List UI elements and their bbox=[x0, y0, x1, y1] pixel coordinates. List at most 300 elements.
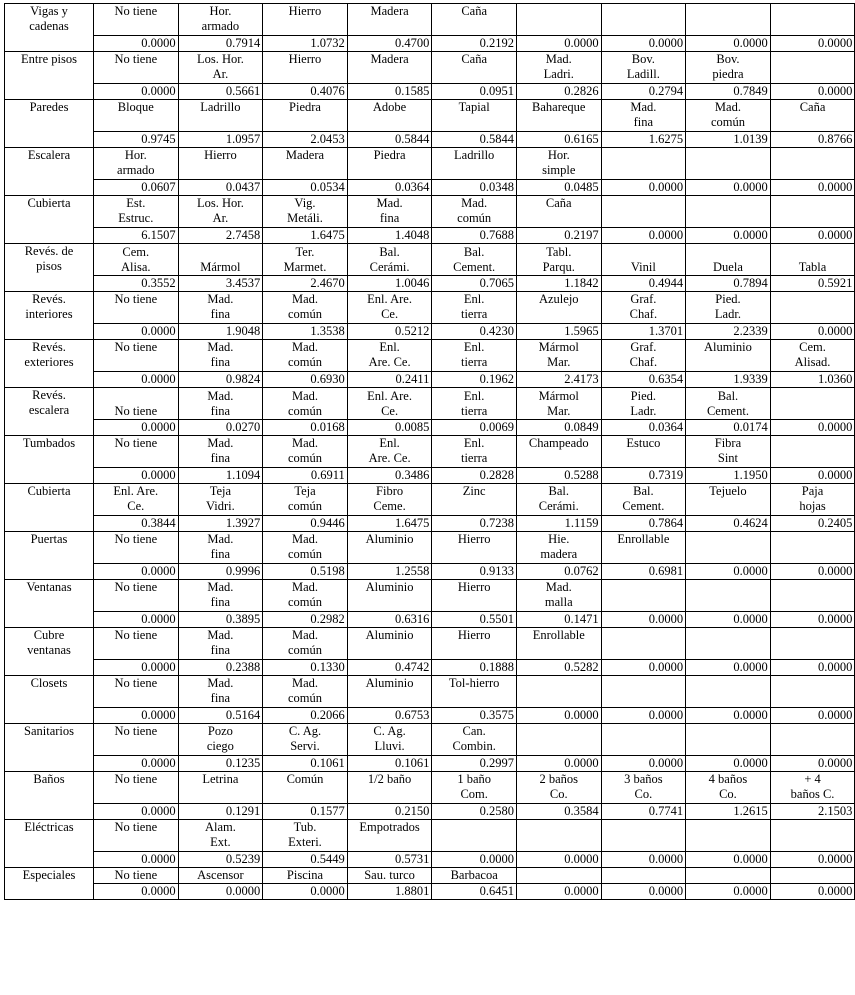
option-label: piedra bbox=[712, 67, 744, 81]
option-label: común bbox=[287, 595, 322, 609]
option-cell bbox=[347, 868, 432, 884]
option-label: Ter. bbox=[295, 245, 315, 259]
coefficient-value: 0.2580 bbox=[432, 804, 517, 820]
option-cell bbox=[686, 484, 771, 516]
option-label: Mad. bbox=[291, 628, 318, 642]
category-label: Cubierta bbox=[27, 484, 71, 498]
coefficient-value: 0.0607 bbox=[94, 180, 179, 196]
option-cell bbox=[601, 52, 686, 84]
option-label: Letrina bbox=[202, 772, 239, 786]
option-cell bbox=[516, 244, 601, 276]
category-cell bbox=[5, 292, 94, 340]
coefficient-value: 1.4048 bbox=[347, 228, 432, 244]
option-cell bbox=[516, 676, 601, 708]
option-label: Ladr. bbox=[714, 307, 741, 321]
option-cell bbox=[263, 52, 348, 84]
option-label: Mad. bbox=[207, 628, 234, 642]
coefficient-value: 0.6981 bbox=[601, 564, 686, 580]
option-label: Cement. bbox=[622, 499, 665, 513]
option-cell bbox=[686, 820, 771, 852]
option-row bbox=[5, 436, 855, 468]
coefficient-value: 0.0534 bbox=[263, 180, 348, 196]
option-label: Ar. bbox=[212, 67, 229, 81]
option-label: Sint bbox=[717, 451, 739, 465]
option-label: Enl. bbox=[379, 340, 400, 354]
value-row bbox=[5, 804, 855, 820]
coefficient-value: 0.0000 bbox=[94, 708, 179, 724]
option-label: Mad. bbox=[291, 532, 318, 546]
coefficient-value: 0.0000 bbox=[686, 660, 771, 676]
option-label: Hor. bbox=[124, 148, 147, 162]
coefficient-value: 0.5844 bbox=[347, 132, 432, 148]
category-cell bbox=[5, 724, 94, 772]
option-label: Mad. bbox=[714, 100, 741, 114]
option-cell bbox=[432, 484, 517, 516]
coefficient-value: 0.0000 bbox=[601, 756, 686, 772]
option-label: Caña bbox=[461, 52, 488, 66]
option-label: común bbox=[457, 211, 492, 225]
category-label: escalera bbox=[28, 403, 70, 417]
option-cell bbox=[686, 628, 771, 660]
option-row bbox=[5, 196, 855, 228]
option-label: Aluminio bbox=[365, 628, 414, 642]
coefficient-value: 0.0000 bbox=[770, 660, 855, 676]
option-label: Ce. bbox=[381, 307, 399, 321]
construction-coefficients-table bbox=[4, 3, 855, 900]
option-cell bbox=[263, 388, 348, 420]
option-label: Hor. bbox=[547, 148, 570, 162]
coefficient-value: 0.0000 bbox=[601, 36, 686, 52]
coefficient-value: 2.0453 bbox=[263, 132, 348, 148]
coefficient-value: 1.3701 bbox=[601, 324, 686, 340]
option-cell bbox=[263, 772, 348, 804]
option-cell bbox=[432, 580, 517, 612]
coefficient-value: 0.4700 bbox=[347, 36, 432, 52]
category-label: Revés. bbox=[32, 388, 66, 402]
value-row bbox=[5, 516, 855, 532]
coefficient-value: 2.4173 bbox=[516, 372, 601, 388]
coefficient-value: 0.9824 bbox=[178, 372, 263, 388]
coefficient-value: 0.5164 bbox=[178, 708, 263, 724]
option-label: Teja bbox=[209, 484, 232, 498]
coefficient-value: 0.0000 bbox=[601, 612, 686, 628]
option-label: común bbox=[287, 547, 322, 561]
option-cell bbox=[263, 4, 348, 36]
option-cell bbox=[94, 436, 179, 468]
option-label: Ar. bbox=[212, 211, 229, 225]
option-row bbox=[5, 484, 855, 516]
option-cell bbox=[516, 196, 601, 228]
option-label: Los. Hor. bbox=[196, 52, 244, 66]
value-row bbox=[5, 180, 855, 196]
option-cell bbox=[432, 388, 517, 420]
coefficient-value: 0.5501 bbox=[432, 612, 517, 628]
option-label: Ce. bbox=[381, 404, 399, 418]
coefficient-value: 0.0000 bbox=[770, 884, 855, 900]
coefficient-value: 0.1577 bbox=[263, 804, 348, 820]
coefficient-value: 0.2794 bbox=[601, 84, 686, 100]
option-label: Caña bbox=[461, 4, 488, 18]
option-cell bbox=[516, 772, 601, 804]
coefficient-value: 0.7065 bbox=[432, 276, 517, 292]
option-cell bbox=[432, 100, 517, 132]
option-cell bbox=[770, 388, 855, 420]
coefficient-value: 0.0000 bbox=[94, 564, 179, 580]
option-cell bbox=[516, 436, 601, 468]
option-cell bbox=[601, 676, 686, 708]
option-label: Mad. bbox=[291, 389, 318, 403]
option-label: Piedra bbox=[373, 148, 406, 162]
option-cell bbox=[432, 820, 517, 852]
option-cell bbox=[347, 196, 432, 228]
option-row bbox=[5, 244, 855, 276]
coefficient-value: 0.0168 bbox=[263, 420, 348, 436]
value-row bbox=[5, 276, 855, 292]
option-cell bbox=[432, 148, 517, 180]
coefficient-value: 0.0000 bbox=[770, 612, 855, 628]
option-label: fina bbox=[379, 211, 400, 225]
option-cell bbox=[686, 196, 771, 228]
option-cell bbox=[94, 388, 179, 420]
coefficient-value: 0.0000 bbox=[94, 36, 179, 52]
option-label: Aluminio bbox=[365, 676, 414, 690]
option-label: común bbox=[287, 691, 322, 705]
option-label: Sau. turco bbox=[364, 868, 415, 882]
coefficient-value: 0.0000 bbox=[516, 708, 601, 724]
coefficient-value: 0.0000 bbox=[770, 420, 855, 436]
coefficient-value: 0.7319 bbox=[601, 468, 686, 484]
coefficient-value: 0.2388 bbox=[178, 660, 263, 676]
option-cell bbox=[347, 436, 432, 468]
coefficient-value: 0.0000 bbox=[770, 708, 855, 724]
coefficient-value: 0.1585 bbox=[347, 84, 432, 100]
category-label: Cubierta bbox=[27, 196, 71, 210]
option-label: Mad. bbox=[545, 580, 572, 594]
category-label: Closets bbox=[30, 676, 68, 690]
option-cell bbox=[601, 772, 686, 804]
option-label: Vinil bbox=[630, 260, 656, 274]
option-label: Can. bbox=[462, 724, 486, 738]
option-cell bbox=[94, 724, 179, 756]
category-label: Cubre bbox=[33, 628, 65, 642]
category-label: Tumbados bbox=[22, 436, 76, 450]
option-cell bbox=[516, 292, 601, 324]
option-cell bbox=[432, 244, 517, 276]
coefficient-value: 0.0000 bbox=[516, 756, 601, 772]
option-label: Bal. bbox=[548, 484, 569, 498]
coefficient-value: 0.0000 bbox=[770, 852, 855, 868]
option-row bbox=[5, 4, 855, 36]
coefficient-value: 1.0139 bbox=[686, 132, 771, 148]
value-row bbox=[5, 756, 855, 772]
option-label: Paja bbox=[801, 484, 824, 498]
coefficient-value: 0.4076 bbox=[263, 84, 348, 100]
option-label: Azulejo bbox=[538, 292, 579, 306]
option-cell bbox=[94, 484, 179, 516]
coefficient-value: 0.0000 bbox=[686, 36, 771, 52]
option-cell bbox=[770, 340, 855, 372]
coefficient-value: 0.0000 bbox=[770, 324, 855, 340]
option-cell bbox=[178, 484, 263, 516]
coefficient-value: 3.4537 bbox=[178, 276, 263, 292]
option-label: No tiene bbox=[114, 772, 158, 786]
coefficient-value: 0.0364 bbox=[601, 420, 686, 436]
coefficient-value: 0.0000 bbox=[516, 852, 601, 868]
option-label: Marmet. bbox=[283, 260, 327, 274]
category-cell bbox=[5, 340, 94, 388]
option-cell bbox=[601, 628, 686, 660]
option-cell bbox=[516, 628, 601, 660]
option-label: común bbox=[710, 115, 745, 129]
option-cell bbox=[94, 292, 179, 324]
option-label: Cement. bbox=[706, 404, 749, 418]
coefficient-value: 0.6354 bbox=[601, 372, 686, 388]
option-label: Duela bbox=[713, 260, 743, 274]
option-cell bbox=[178, 532, 263, 564]
value-row bbox=[5, 228, 855, 244]
option-cell bbox=[516, 388, 601, 420]
option-label: Servi. bbox=[290, 739, 320, 753]
coefficient-value: 0.6165 bbox=[516, 132, 601, 148]
option-cell bbox=[770, 148, 855, 180]
coefficient-value: 0.0000 bbox=[770, 84, 855, 100]
option-label: Cerámi. bbox=[369, 260, 410, 274]
category-label: Baños bbox=[33, 772, 65, 786]
coefficient-value: 0.0000 bbox=[516, 36, 601, 52]
coefficient-value: 0.0000 bbox=[94, 612, 179, 628]
option-label: No tiene bbox=[114, 724, 158, 738]
option-label: Caña bbox=[545, 196, 572, 210]
coefficient-value: 0.0762 bbox=[516, 564, 601, 580]
option-cell bbox=[770, 724, 855, 756]
coefficient-value: 6.1507 bbox=[94, 228, 179, 244]
option-label: Mar. bbox=[547, 404, 571, 418]
option-label: Estuco bbox=[626, 436, 661, 450]
option-label: Bal. bbox=[379, 245, 400, 259]
option-label: No tiene bbox=[114, 532, 158, 546]
option-cell bbox=[770, 4, 855, 36]
option-label: tierra bbox=[460, 355, 488, 369]
option-cell bbox=[347, 292, 432, 324]
option-cell bbox=[516, 100, 601, 132]
coefficient-value: 0.4624 bbox=[686, 516, 771, 532]
option-label: fina bbox=[210, 404, 231, 418]
option-row bbox=[5, 292, 855, 324]
coefficient-value: 0.4230 bbox=[432, 324, 517, 340]
option-label: Pozo bbox=[207, 724, 233, 738]
option-cell bbox=[432, 292, 517, 324]
option-label: Fibro bbox=[376, 484, 404, 498]
coefficient-value: 0.0270 bbox=[178, 420, 263, 436]
option-label: Empotrados bbox=[359, 820, 420, 834]
option-label: Graf. bbox=[630, 340, 657, 354]
option-cell bbox=[347, 340, 432, 372]
option-label: Champeado bbox=[528, 436, 589, 450]
option-cell bbox=[601, 868, 686, 884]
option-label: común bbox=[287, 404, 322, 418]
option-label: Enl. Are. bbox=[113, 484, 159, 498]
coefficient-value: 1.0957 bbox=[178, 132, 263, 148]
option-cell bbox=[516, 484, 601, 516]
coefficient-value: 1.1159 bbox=[516, 516, 601, 532]
coefficient-value: 0.9745 bbox=[94, 132, 179, 148]
coefficient-value: 0.0364 bbox=[347, 180, 432, 196]
category-cell bbox=[5, 148, 94, 196]
option-cell bbox=[178, 820, 263, 852]
option-cell bbox=[686, 532, 771, 564]
option-cell bbox=[347, 100, 432, 132]
option-label: No tiene bbox=[114, 820, 158, 834]
option-label: Mad. bbox=[291, 580, 318, 594]
option-cell bbox=[770, 484, 855, 516]
option-cell bbox=[770, 100, 855, 132]
coefficient-value: 0.0000 bbox=[686, 180, 771, 196]
category-cell bbox=[5, 772, 94, 820]
option-cell bbox=[178, 100, 263, 132]
option-label: simple bbox=[542, 163, 576, 177]
option-cell bbox=[686, 52, 771, 84]
coefficient-value: 1.2615 bbox=[686, 804, 771, 820]
option-label: Graf. bbox=[630, 292, 657, 306]
coefficient-value: 1.8801 bbox=[347, 884, 432, 900]
coefficient-value: 1.1950 bbox=[686, 468, 771, 484]
category-label: Revés. bbox=[32, 340, 66, 354]
option-row bbox=[5, 532, 855, 564]
option-label: Enl. bbox=[379, 436, 400, 450]
coefficient-value: 0.3486 bbox=[347, 468, 432, 484]
category-cell bbox=[5, 4, 94, 52]
coefficient-value: 1.0732 bbox=[263, 36, 348, 52]
option-cell bbox=[263, 628, 348, 660]
option-cell bbox=[432, 52, 517, 84]
option-cell bbox=[601, 196, 686, 228]
option-cell bbox=[263, 724, 348, 756]
option-cell bbox=[178, 388, 263, 420]
option-cell bbox=[686, 772, 771, 804]
option-label: Piscina bbox=[286, 868, 324, 882]
coefficient-value: 0.5661 bbox=[178, 84, 263, 100]
category-cell bbox=[5, 820, 94, 868]
coefficient-value: 0.0000 bbox=[770, 756, 855, 772]
coefficient-value: 1.6275 bbox=[601, 132, 686, 148]
option-cell bbox=[770, 820, 855, 852]
option-cell bbox=[686, 4, 771, 36]
category-label: cadenas bbox=[29, 19, 69, 33]
category-cell bbox=[5, 436, 94, 484]
coefficient-value: 0.6753 bbox=[347, 708, 432, 724]
coefficient-value: 0.7688 bbox=[432, 228, 517, 244]
category-label: Vigas y bbox=[30, 4, 68, 18]
coefficient-value: 0.3575 bbox=[432, 708, 517, 724]
option-label: Are. Ce. bbox=[368, 451, 411, 465]
option-cell bbox=[601, 4, 686, 36]
option-label: Mad. bbox=[207, 292, 234, 306]
coefficient-value: 0.1471 bbox=[516, 612, 601, 628]
option-cell bbox=[263, 340, 348, 372]
option-label: Cem. bbox=[799, 340, 826, 354]
coefficient-value: 1.5965 bbox=[516, 324, 601, 340]
coefficient-value: 0.0348 bbox=[432, 180, 517, 196]
option-label: Ladr. bbox=[630, 404, 657, 418]
option-label: Mad. bbox=[291, 676, 318, 690]
option-label: Co. bbox=[719, 787, 737, 801]
option-label: ciego bbox=[206, 739, 234, 753]
coefficient-value: 0.2192 bbox=[432, 36, 517, 52]
option-cell bbox=[601, 724, 686, 756]
coefficient-value: 0.0485 bbox=[516, 180, 601, 196]
coefficient-value: 1.6475 bbox=[263, 228, 348, 244]
coefficient-value: 0.1291 bbox=[178, 804, 263, 820]
coefficient-value: 0.0000 bbox=[686, 884, 771, 900]
option-label: Hor. bbox=[209, 4, 232, 18]
coefficient-value: 1.6475 bbox=[347, 516, 432, 532]
option-label: Fibra bbox=[714, 436, 742, 450]
option-label: 1 baño bbox=[457, 772, 492, 786]
coefficient-value: 0.5198 bbox=[263, 564, 348, 580]
option-label: Ascensor bbox=[197, 868, 244, 882]
coefficient-value: 0.3552 bbox=[94, 276, 179, 292]
option-cell bbox=[263, 676, 348, 708]
option-row bbox=[5, 52, 855, 84]
option-cell bbox=[178, 4, 263, 36]
option-label: Exteri. bbox=[288, 835, 322, 849]
option-label: Tejuelo bbox=[709, 484, 747, 498]
option-label: común bbox=[287, 307, 322, 321]
category-cell bbox=[5, 100, 94, 148]
option-label: fina bbox=[210, 643, 231, 657]
coefficient-value: 0.1962 bbox=[432, 372, 517, 388]
category-cell bbox=[5, 580, 94, 628]
option-label: Ladri. bbox=[543, 67, 574, 81]
option-label: fina bbox=[210, 547, 231, 561]
option-label: Hierro bbox=[457, 628, 491, 642]
coefficient-value: 0.0000 bbox=[601, 228, 686, 244]
option-cell bbox=[263, 532, 348, 564]
option-label: Hierro bbox=[457, 532, 491, 546]
option-cell bbox=[432, 676, 517, 708]
option-cell bbox=[178, 52, 263, 84]
option-cell bbox=[178, 580, 263, 612]
option-cell bbox=[686, 340, 771, 372]
option-cell bbox=[94, 244, 179, 276]
option-label: Madera bbox=[370, 4, 409, 18]
option-label: Mad. bbox=[207, 532, 234, 546]
category-cell bbox=[5, 196, 94, 244]
option-cell bbox=[432, 868, 517, 884]
coefficient-value: 0.0000 bbox=[601, 180, 686, 196]
option-label: No tiene bbox=[114, 292, 158, 306]
option-cell bbox=[432, 772, 517, 804]
option-label: Estruc. bbox=[118, 211, 154, 225]
option-row bbox=[5, 388, 855, 420]
option-cell bbox=[770, 532, 855, 564]
option-label: No tiene bbox=[114, 868, 158, 882]
option-label: Alisa. bbox=[121, 260, 151, 274]
option-label: Co. bbox=[634, 787, 653, 801]
coefficient-value: 0.2405 bbox=[770, 516, 855, 532]
option-label: No tiene bbox=[114, 340, 158, 354]
option-label: No tiene bbox=[114, 676, 158, 690]
coefficient-value: 0.0000 bbox=[601, 660, 686, 676]
coefficient-value: 0.4742 bbox=[347, 660, 432, 676]
category-cell bbox=[5, 484, 94, 532]
coefficient-value: 0.9996 bbox=[178, 564, 263, 580]
option-cell bbox=[686, 580, 771, 612]
option-label: Bahareque bbox=[532, 100, 586, 114]
option-label: Tol-hierro bbox=[448, 676, 500, 690]
coefficient-value: 2.1503 bbox=[770, 804, 855, 820]
coefficient-value: 0.0000 bbox=[770, 564, 855, 580]
